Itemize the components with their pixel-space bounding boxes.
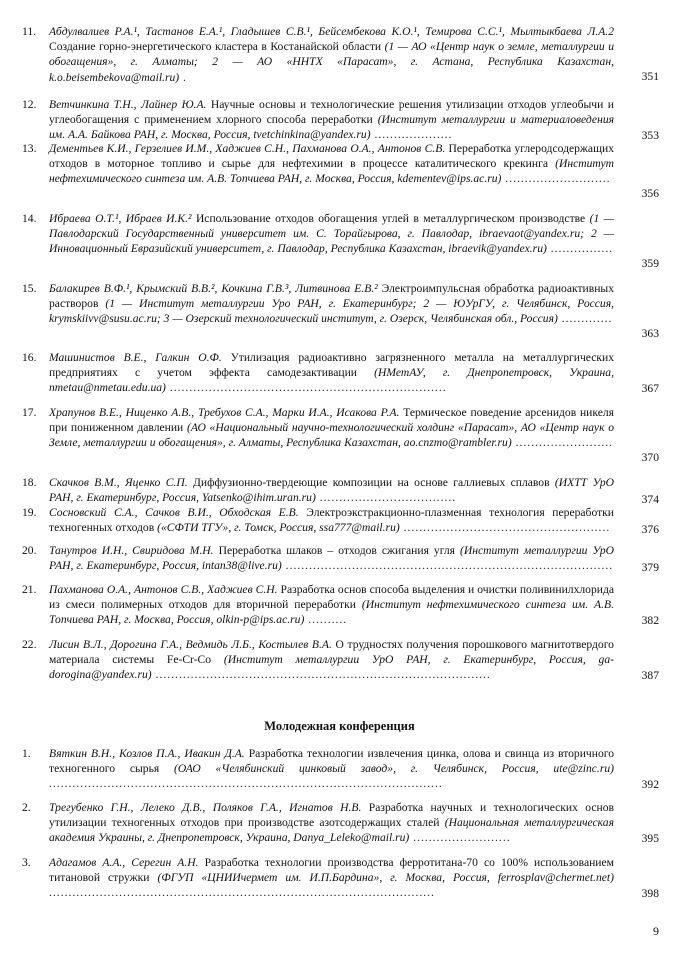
entry-page: 398	[641, 886, 659, 900]
entry-page: 359	[641, 256, 659, 270]
section-title: Молодежная конференция	[264, 719, 415, 733]
entry-title: Утилизация радиоактивно загрязненного металла на металлургических предприятиях с учетом эффекта самодезактивации	[49, 351, 614, 380]
toc-entry	[22, 637, 659, 683]
entry-authors: Танутров И.Н., Свиридова М.Н.	[49, 544, 214, 557]
entry-affiliation: (ФГУП «ЦНИИчермет им. И.П.Бардина», г. Москва, Россия, ferrosplav@chermet.net)	[157, 871, 614, 885]
entry-number: 17.	[22, 406, 37, 419]
entry-title: Научные основы и технологические решения утилизации отходов углеобычи и углеобогащения с применением хлорного способа переработки	[49, 98, 614, 127]
entry-number: 18.	[22, 476, 37, 489]
entry-authors: Адагамов А.А., Серегин А.Н.	[49, 856, 199, 869]
entry-number: 2.	[22, 801, 31, 814]
entry-number: 15.	[22, 282, 37, 295]
toc-entry	[22, 405, 659, 465]
entry-title: Разработка основ способа выделения и очистки поливинилхлорида из смеси полимерных отходов для вторичной переработки	[49, 583, 614, 612]
entry-affiliation: (1 — АО «Центр наук о земле, металлургии и обогащения», г. Алматы; 2 — АО «ННТХ «Парасат», г. Астана, Республика Казахстан, k.o.beisembekova@mail.ru)	[49, 40, 614, 84]
entry-affiliation: (Институт нефтехимического синтеза им. А.В. Топчиева РАН, г. Москва, Россия, kdementev@ips.ac.ru)	[49, 157, 614, 186]
entry-number: 3.	[22, 856, 31, 869]
entry-body: Пахманова О.А., Антонов С.В., Хаджиев С.Н. Разработка основ способа выделения и очистки поливинилхлорида из смеси полимерных отходов для вторичной переработки (Институт нефтехимического синтеза им. А.В. Топчиева РАН, г. Москва, Россия, olkin-p@ips.ac.ru) ..........	[49, 583, 614, 627]
entry-title: О трудностях получения порошкового магнитотвердого материала системы Fe-Cr-Co	[49, 638, 614, 667]
entry-body: Танутров И.Н., Свиридова М.Н. Переработка шлаков – отходов сжигания угля (Институт металлургии УрО РАН, г. Екатеринбург, Россия, intan38@live.ru) ....................................................................................	[49, 544, 614, 573]
entry-body: Машинистов В.Е., Галкин О.Ф. Утилизация радиоактивно загрязненного металла на металлургических предприятиях с учетом эффекта самодезактивации (НМетАУ, г. Днепропетровск, Украина, nmetau@nmetau.edu.ua) .......................................................................	[49, 351, 614, 395]
entry-authors: Ибраева О.Т.¹, Ибраев И.К.²	[49, 212, 192, 225]
entry-affiliation: (1 — Павлодарский Государственный университет им. С. Торайгырова, г. Павлодар, ibraevaot@yandex.ru; 2 — Инновационный Евразийский университет, г. Павлодар, Республика Казахстан, ibraevik@yandex.ru)	[49, 212, 614, 256]
entry-number: 16.	[22, 351, 37, 364]
entry-authors: Абдулвалиев Р.А.¹, Тастанов Е.А.¹, Гладышев С.В.¹, Бейсембекова К.О.¹, Темирова С.С.¹, Мылтыкбаева Л.А.2	[49, 25, 614, 38]
entry-page: 353	[641, 128, 659, 142]
entry-affiliation: (Институт металлургии и материаловедения им. А.А. Байкова РАН, г. Москва, Россия, tvetchinkina@yandex.ru)	[49, 113, 615, 142]
entry-title: Разработка технологии производства ферротитана-70 со 100% использованием титановой стружки	[49, 856, 614, 885]
entry-title: Разработка научных и технологических основ утилизации техногенных отходов при производстве азотсодержащих сталей	[49, 801, 615, 830]
page-number: 9	[653, 924, 659, 938]
entry-authors: Машинистов В.Е., Галкин О.Ф.	[49, 351, 222, 364]
entry-number: 21.	[22, 583, 37, 596]
entry-authors: Ветчинкина Т.Н., Лайнер Ю.А.	[49, 98, 207, 111]
entry-title: Электроимпульсная обработка радиоактивных растворов	[49, 282, 614, 311]
entry-page: 356	[641, 186, 659, 200]
entry-number: 13.	[22, 142, 37, 155]
entry-page: 374	[641, 492, 659, 506]
entry-body: Балакирев В.Ф.¹, Крымский В.В.², Кочкина Г.В.³, Литвинова Е.В.² Электроимпульсная обработка радиоактивных растворов (1 — Институт металлургии Уро РАН, г. Екатеринбург; 2 — ЮУрГУ, г. Челябинск, Россия, krymskiivv@susu.ac.ru; 3 — Озерский технологический институт, г. Озерск, Челябинская обл., Россия) .............	[49, 282, 614, 326]
toc-entry	[22, 350, 659, 396]
entry-number: 19.	[22, 506, 37, 519]
entry-body: Абдулвалиев Р.А.¹, Тастанов Е.А.¹, Гладышев С.В.¹, Бейсембекова К.О.¹, Темирова С.С.¹, Мылтыкбаева Л.А.2 Создание горно-энергетического кластера в Костанайской области (1 — АО «Центр наук о земле, металлургии и обогащения», г. Алматы; 2 — АО «ННТХ «Парасат», г. Астана, Республика Казахстан, k.o.beisembekova@mail.ru) .	[49, 25, 614, 84]
entry-authors: Дементьев К.И., Герзелиев И.М., Хаджиев С.Н., Пахманова О.А., Антонов С.В.	[49, 142, 446, 155]
entry-body: Скачков В.М., Яценко С.П. Диффузионно-твердеющие композиции на основе галлиевых сплавов (ИХТТ УрО РАН, г. Екатеринбург, Россия, Yatsenko@ihim.uran.ru) ...................................	[49, 476, 614, 505]
toc-entry	[22, 582, 659, 628]
entry-authors: Храпунов В.Е., Ниценко А.В., Требухов С.А., Марки И.А., Исакова Р.А.	[49, 406, 400, 419]
entry-title: Электроэкстракционно-плазменная технология переработки техногенных отходов	[49, 506, 614, 535]
toc-entry	[22, 855, 659, 901]
entry-body: Храпунов В.Е., Ниценко А.В., Требухов С.А., Марки И.А., Исакова Р.А. Термическое поведение арсенидов никеля при пониженном давлении (АО «Национальный научно-технологический холдинг «Парасат», АО «Центр наук о Земле, металлургии и обогащения», г. Алматы, Республика Казахстан, ao.cnzmo@rambler.ru) .........................	[49, 406, 614, 450]
entry-number: 22.	[22, 638, 37, 651]
entry-page: 379	[641, 560, 659, 574]
entry-title: Разработка технологии извлечения цинка, олова и свинца из вторичного техногенного сырья	[49, 747, 615, 776]
entry-body: Трегубенко Г.Н., Лелеко Д.В., Поляков Г.А., Игнатов Н.В. Разработка научных и технологических основ утилизации техногенных отходов при производстве азотсодержащих сталей (Национальная металлургическая академия Украины, г. Днепропетровск, Украина, Danya_Leleko@mail.ru) .........................	[49, 801, 615, 845]
entry-page: 395	[641, 831, 659, 845]
entry-title: Переработка углеродсодержащих отходов в моторное топливо и сырье для нефтехимии в процессе каталитического крекинга	[49, 142, 614, 171]
entry-body: Адагамов А.А., Серегин А.Н. Разработка технологии производства ферротитана-70 со 100% использованием титановой стружки (ФГУП «ЦНИИчермет им. И.П.Бардина», г. Москва, Россия, ferrosplav@chermet.net) ...................................................................................................	[49, 856, 614, 900]
toc-entry	[22, 141, 659, 201]
entry-number: 12.	[22, 98, 37, 111]
entry-affiliation: (Институт нефтехимического синтеза им. А.В. Топчиева РАН, г. Москва, Россия, olkin-p@ips.ac.ru)	[49, 598, 614, 627]
entry-body: Лисин В.Л., Дорогина Г.А., Ведмидь Л.Б., Костылев В.А. О трудностях получения порошкового магнитотвердого материала системы Fe-Cr-Co (Институт металлургии УрО РАН, г. Екатеринбург, Россия, ga-dorogina@yandex.ru) ......................................................................................	[49, 638, 614, 682]
entry-page: 382	[641, 613, 659, 627]
entry-body: Ветчинкина Т.Н., Лайнер Ю.А. Научные основы и технологические решения утилизации отходов углеобычи и углеобогащения с применением хлорного способа переработки (Институт металлургии и материаловедения им. А.А. Байкова РАН, г. Москва, Россия, tvetchinkina@yandex.ru) ....................	[49, 98, 615, 142]
toc-entry	[22, 475, 659, 507]
entry-title: Термическое поведение арсенидов никеля при пониженном давлении	[49, 406, 614, 435]
entry-affiliation: («СФТИ ТГУ», г. Томск, Россия, ssa777@mail.ru)	[157, 521, 400, 535]
entry-body: Сосновский С.А., Сачков В.И., Обходская Е.В. Электроэкстракционно-плазменная технология переработки техногенных отходов («СФТИ ТГУ», г. Томск, Россия, ssa777@mail.ru) .....................................................	[49, 506, 614, 535]
entry-authors: Лисин В.Л., Дорогина Г.А., Ведмидь Л.Б., Костылев В.А.	[49, 638, 332, 651]
toc-entry	[22, 24, 659, 84]
entry-page: 363	[641, 326, 659, 340]
entry-affiliation: (ОАО «Челябинский цинковый завод», г. Челябинск, Россия, ute@zinc.ru)	[174, 762, 614, 776]
toc-entry	[22, 746, 659, 792]
toc-entry	[22, 800, 659, 846]
entry-affiliation: (Институт металлургии УрО РАН, г. Екатеринбург, Россия, ga-dorogina@yandex.ru)	[49, 653, 614, 682]
entry-title: Создание горно-энергетического кластера в Костанайской области	[49, 40, 382, 54]
toc-entry	[22, 211, 659, 271]
entry-authors: Балакирев В.Ф.¹, Крымский В.В.², Кочкина Г.В.³, Литвинова Е.В.²	[49, 282, 378, 295]
entry-number: 11.	[22, 25, 37, 38]
entry-body: Дементьев К.И., Герзелиев И.М., Хаджиев С.Н., Пахманова О.А., Антонов С.В. Переработка углеродсодержащих отходов в моторное топливо и сырье для нефтехимии в процессе каталитического крекинга (Институт нефтехимического синтеза им. А.В. Топчиева РАН, г. Москва, Россия, kdementev@ips.ac.ru) ...........................	[49, 142, 614, 186]
entry-title: Диффузионно-твердеющие композиции на основе галлиевых сплавов	[192, 476, 550, 489]
entry-affiliation: (АО «Национальный научно-технологический холдинг «Парасат», АО «Центр наук о Земле, металлургии и обогащения», г. Алматы, Республика Казахстан, ao.cnzmo@rambler.ru)	[49, 421, 614, 450]
entry-page: 370	[641, 450, 659, 464]
entry-authors: Вяткин В.Н., Козлов П.А., Ивакин Д.А.	[49, 747, 245, 760]
entry-body: Вяткин В.Н., Козлов П.А., Ивакин Д.А. Разработка технологии извлечения цинка, олова и свинца из вторичного техногенного сырья (ОАО «Челябинский цинковый завод», г. Челябинск, Россия, ute@zinc.ru) .....................................................................................................	[49, 747, 615, 791]
entry-page: 351	[641, 69, 659, 83]
toc-entry	[22, 97, 659, 143]
entry-authors: Скачков В.М., Яценко С.П.	[49, 476, 188, 489]
entry-authors: Сосновский С.А., Сачков В.И., Обходская Е.В.	[49, 506, 299, 519]
entry-page: 392	[641, 777, 659, 791]
entry-authors: Трегубенко Г.Н., Лелеко Д.В., Поляков Г.А., Игнатов Н.В.	[49, 801, 362, 814]
entry-title: Переработка шлаков – отходов сжигания угля	[218, 544, 455, 557]
toc-entry	[22, 281, 659, 341]
entry-number: 1.	[22, 747, 31, 760]
entry-number: 20.	[22, 544, 37, 557]
entry-affiliation: (1 — Институт металлургии Уро РАН, г. Екатеринбург; 2 — ЮУрГУ, г. Челябинск, Россия, krymskiivv@susu.ac.ru; 3 — Озерский технологический институт, г. Озерск, Челябинская обл., Россия)	[49, 297, 614, 326]
entry-number: 14.	[22, 212, 37, 225]
entry-affiliation: (ИХТТ УрО РАН, г. Екатеринбург, Россия, Yatsenko@ihim.uran.ru)	[49, 476, 614, 505]
toc-entry	[22, 543, 659, 575]
entry-affiliation: (Национальная металлургическая академия Украины, г. Днепропетровск, Украина, Danya_Leleko@mail.ru)	[49, 816, 614, 845]
entry-affiliation: (НМетАУ, г. Днепропетровск, Украина, nmetau@nmetau.edu.ua)	[49, 366, 614, 395]
entry-authors: Пахманова О.А., Антонов С.В., Хаджиев С.Н.	[49, 583, 278, 596]
entry-page: 367	[641, 381, 659, 395]
entry-affiliation: (Институт металлургии УрО РАН, г. Екатеринбург, Россия, intan38@live.ru)	[49, 544, 614, 573]
entry-title: Использование отходов обогащения углей в металлургическом производстве	[195, 212, 586, 225]
entry-page: 376	[641, 522, 659, 536]
entry-page: 387	[641, 668, 659, 682]
entry-body: Ибраева О.Т.¹, Ибраев И.К.² Использование отходов обогащения углей в металлургическом производстве (1 — Павлодарский Государственный университет им. С. Торайгырова, г. Павлодар, ibraevaot@yandex.ru; 2 — Инновационный Евразийский университет, г. Павлодар, Республика Казахстан, ibraevik@yandex.ru) ................	[49, 212, 614, 256]
toc-entry	[22, 505, 659, 537]
